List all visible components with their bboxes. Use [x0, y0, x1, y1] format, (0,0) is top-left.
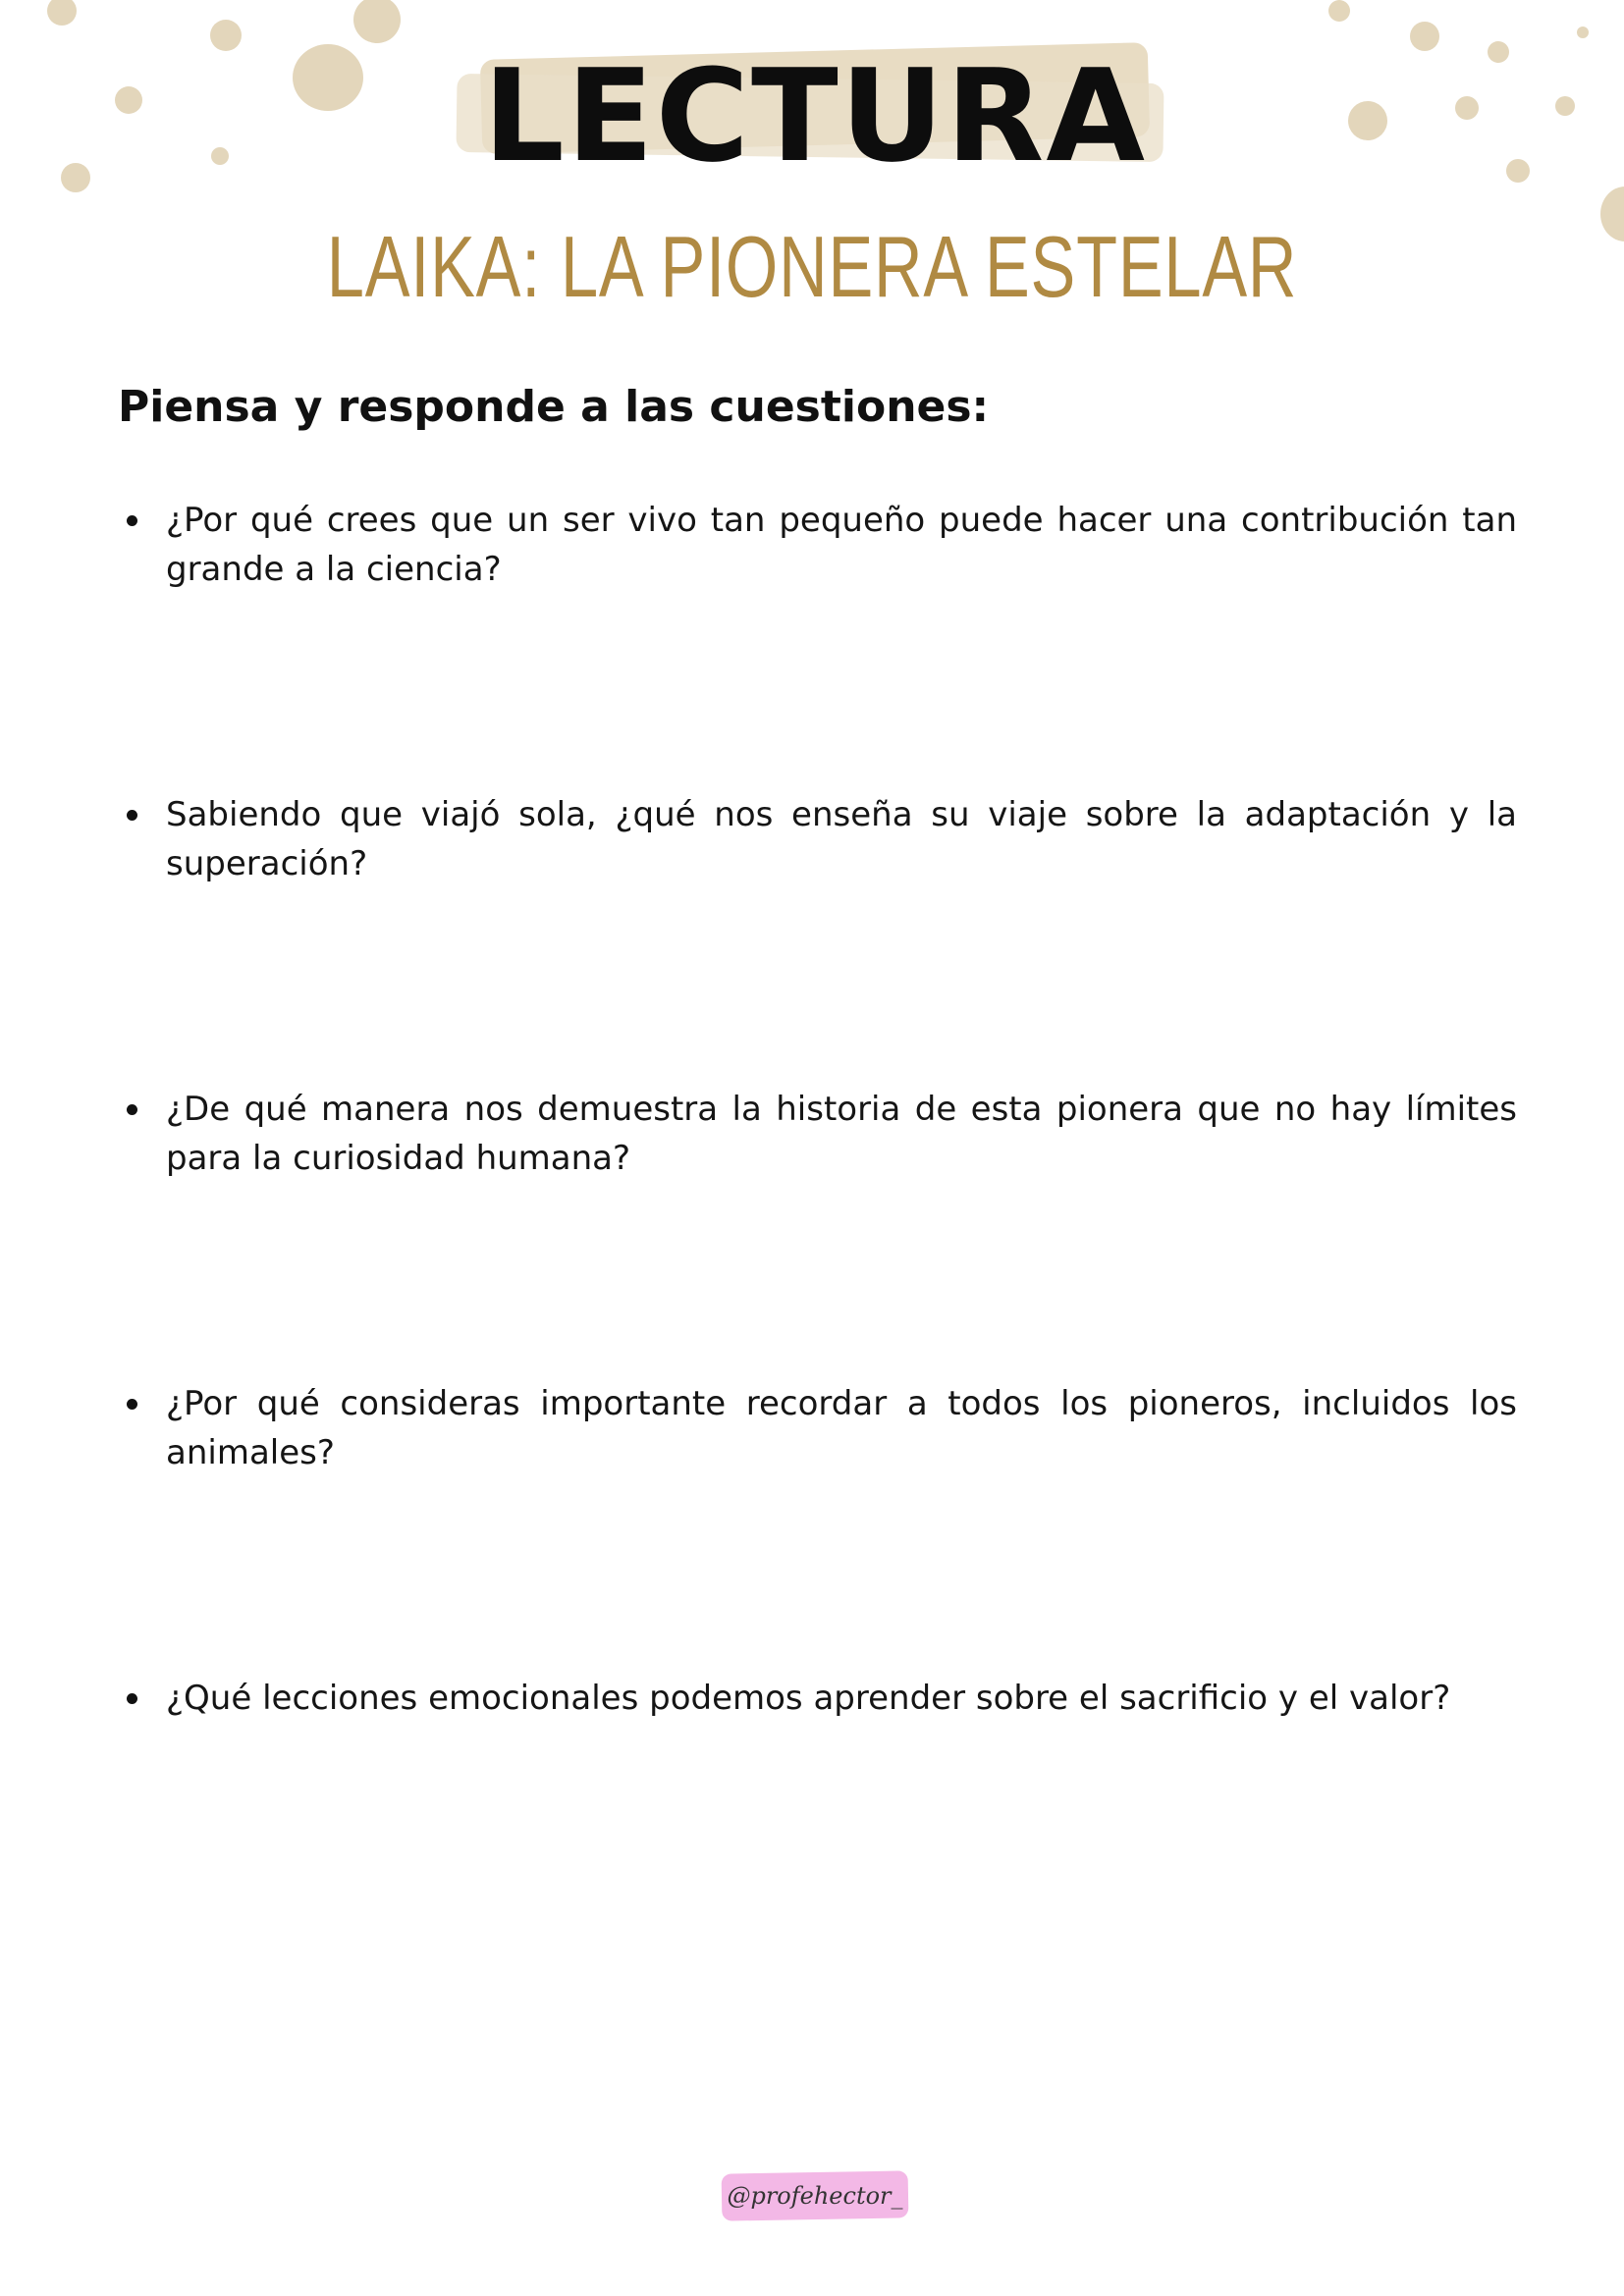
- decor-dot: [353, 0, 401, 43]
- decor-dot: [1455, 96, 1479, 120]
- question-text: Sabiendo que viajó sola, ¿qué nos enseña su viaje sobre la adaptación y la superación?: [166, 795, 1517, 883]
- decor-dot: [1577, 27, 1589, 38]
- decor-dot: [47, 0, 77, 26]
- question-item: [123, 1674, 1517, 1968]
- bullet-icon: [127, 810, 137, 821]
- page-title: LECTURA: [483, 41, 1147, 190]
- author-handle: @profehector_: [727, 2182, 903, 2210]
- decor-dot: [211, 147, 229, 165]
- page-subtitle: LAIKA: LA PIONERA ESTELAR: [326, 218, 1298, 315]
- question-item: [123, 1085, 1517, 1379]
- decor-dot: [1328, 0, 1350, 22]
- decor-dot: [1555, 96, 1575, 116]
- question-item: [123, 496, 1517, 790]
- question-item: [123, 790, 1517, 1085]
- decor-dot: [1506, 159, 1530, 183]
- bullet-icon: [127, 1104, 137, 1115]
- decor-dot: [61, 163, 90, 192]
- instructions-heading: Piensa y responde a las cuestiones:: [118, 382, 990, 432]
- question-list: [123, 496, 1517, 1968]
- decor-dot: [1348, 101, 1387, 140]
- decor-dot: [293, 44, 363, 111]
- question-text: ¿De qué manera nos demuestra la historia de esta pionera que no hay límites para la curiosidad humana?: [166, 1090, 1517, 1178]
- decor-dot: [1600, 187, 1624, 241]
- question-text: ¿Por qué crees que un ser vivo tan pequeño puede hacer una contribución tan grande a la ciencia?: [166, 501, 1517, 589]
- footer-credit: [722, 2164, 908, 2223]
- question-text: ¿Qué lecciones emocionales podemos aprender sobre el sacrificio y el valor?: [166, 1679, 1451, 1718]
- bullet-icon: [127, 515, 137, 526]
- decor-dot: [210, 20, 242, 51]
- decor-dot: [115, 86, 142, 114]
- question-item: [123, 1379, 1517, 1674]
- bullet-icon: [127, 1693, 137, 1704]
- title-block: [452, 29, 1178, 190]
- decor-dot: [1488, 41, 1509, 63]
- bullet-icon: [127, 1399, 137, 1410]
- decor-dot: [1410, 22, 1439, 51]
- question-text: ¿Por qué consideras importante recordar a todos los pioneros, incluidos los animales?: [166, 1384, 1517, 1472]
